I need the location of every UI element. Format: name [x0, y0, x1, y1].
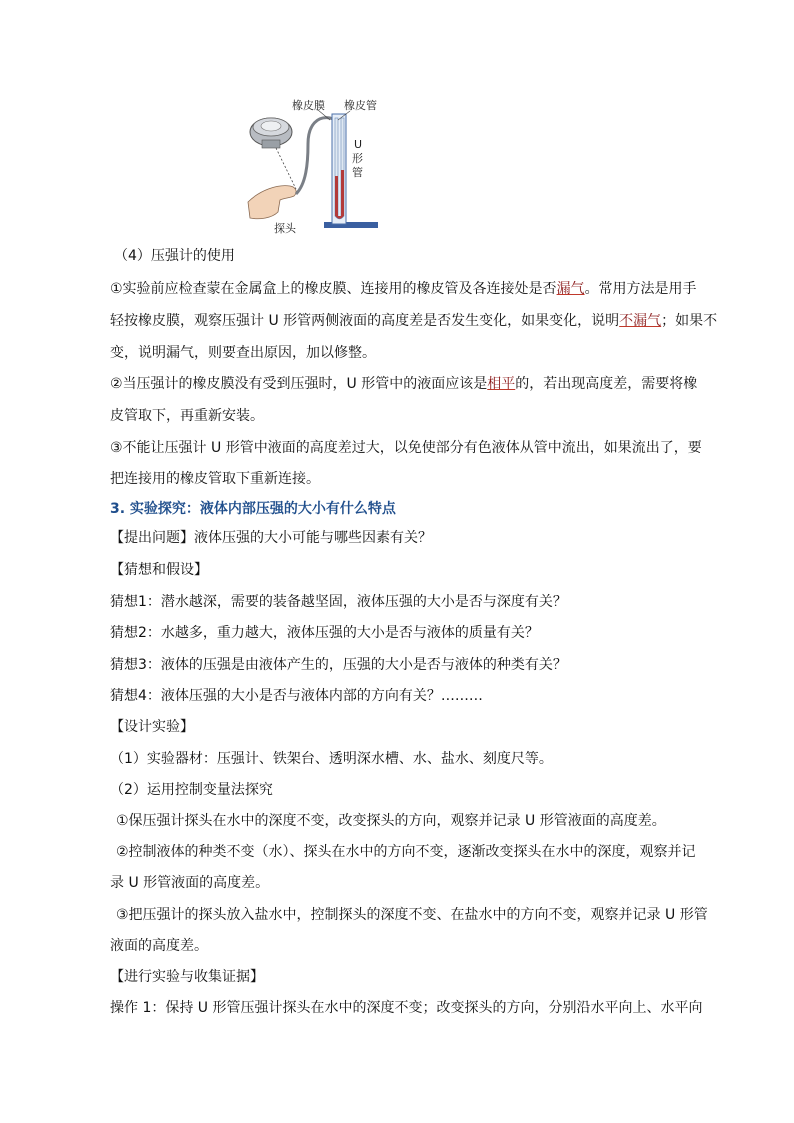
text: ；如果不 — [661, 313, 718, 329]
question: 【提出问题】液体压强的大小可能与哪些因素有关？ — [110, 530, 432, 546]
dashed-pointer — [276, 148, 296, 189]
section3-heading: 3. 实验探究：液体内部压强的大小有什么特点 — [110, 501, 396, 517]
blank-answer: 漏气 — [556, 281, 585, 297]
collect-heading: 【进行实验与收集证据】 — [110, 969, 264, 985]
design-1: （1）实验器材：压强计、铁架台、透明深水槽、水、盐水、刻度尺等。 — [110, 751, 553, 767]
operation-1: 操作 1：保持 U 形管压强计探头在水中的深度不变；改变探头的方向，分别沿水平向上、水平向 — [110, 1000, 703, 1016]
hand-drawing — [248, 186, 296, 219]
step-2-line2: 录 U 形管液面的高度差。 — [110, 875, 270, 891]
step-2-line1: ②控制液体的种类不变（水）、探头在水中的方向不变，逐渐改变探头在水中的深度，观察并记 — [116, 844, 696, 860]
guess-2: 猜想2：水越多，重力越大，液体压强的大小是否与液体的质量有关？ — [110, 625, 539, 641]
blank-answer: 不漏气 — [619, 313, 662, 329]
text: 的，若出现高度差，需要将橡 — [515, 376, 698, 392]
guess-3: 猜想3：液体的压强是由液体产生的，压强的大小是否与液体的种类有关？ — [110, 657, 567, 673]
para3-line2: 把连接用的橡皮管取下重新连接。 — [110, 471, 320, 487]
para1-line3: 变，说明漏气，则要查出原因，加以修整。 — [110, 345, 376, 361]
pressure-gauge-figure — [238, 94, 398, 239]
guess-4: 猜想4：液体压强的大小是否与液体内部的方向有关？……… — [110, 688, 483, 704]
text: ①实验前应检查蒙在金属盒上的橡皮膜、连接用的橡皮管及各连接处是否 — [110, 281, 557, 297]
label-xing: 形 — [352, 152, 363, 165]
label-guan: 管 — [352, 166, 363, 179]
blank-answer: 相平 — [487, 376, 516, 392]
step-1: ①保压强计探头在水中的深度不变，改变探头的方向，观察并记录 U 形管液面的高度差。 — [116, 813, 666, 829]
text: 。常用方法是用手 — [584, 281, 697, 297]
para3-line1: ③不能让压强计 U 形管中液面的高度差过大，以免使部分有色液体从管中流出，如果流出了，要 — [110, 440, 702, 456]
label-u: U — [354, 138, 363, 151]
step-3-line1: ③把压强计的探头放入盐水中，控制探头的深度不变、在盐水中的方向不变，观察并记录 U 形管 — [116, 907, 708, 923]
probe-box-drawing — [250, 118, 292, 148]
label-probe: 探头 — [274, 222, 296, 235]
design-2: （2）运用控制变量法探究 — [110, 782, 273, 798]
para1-line1 — [110, 279, 697, 299]
para1-line2 — [110, 311, 717, 331]
guess-1: 猜想1：潜水越深，需要的装备越坚固，液体压强的大小是否与深度有关？ — [110, 594, 567, 610]
rubber-tube-drawing — [296, 118, 336, 194]
section4-heading: （4）压强计的使用 — [114, 248, 235, 264]
label-membrane: 橡皮膜 — [292, 99, 325, 112]
text: 轻按橡皮膜，观察压强计 U 形管两侧液面的高度差是否发生变化，如果变化，说明 — [110, 313, 620, 329]
step-3-line2: 液面的高度差。 — [110, 938, 208, 954]
design-heading: 【设计实验】 — [110, 719, 194, 735]
para2-line1 — [110, 374, 697, 394]
para2-line2: 皮管取下，再重新安装。 — [110, 408, 264, 424]
guess-heading: 【猜想和假设】 — [110, 562, 208, 578]
text: ②当压强计的橡皮膜没有受到压强时，U 形管中的液面应该是 — [110, 376, 488, 392]
label-rubber-tube: 橡皮管 — [344, 99, 377, 112]
